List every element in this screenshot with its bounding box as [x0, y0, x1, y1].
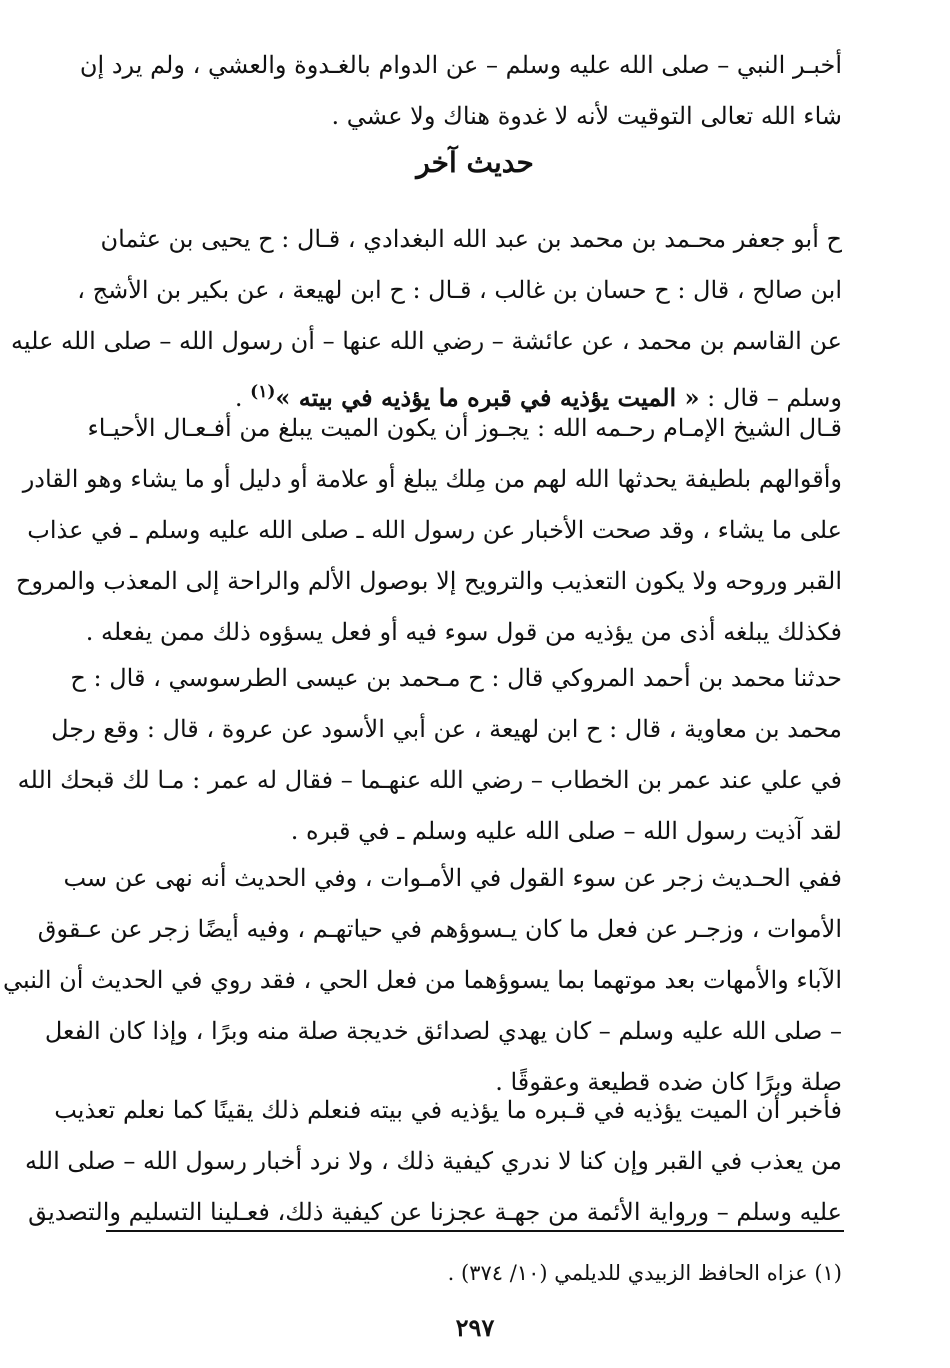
footnote-divider	[106, 1230, 844, 1232]
text-line: لقد آذيت رسول الله – صلى الله عليه وسلم ـ في قبره .	[290, 817, 842, 845]
text-line: – صلى الله عليه وسلم – كان يهدي لصدائق خديجة صلة منه وبرًا ، وإذا كان الفعل	[44, 1017, 842, 1045]
text-line: حدثنا محمد بن أحمد المروكي قال : ح مـحمد بن عيسى الطرسوسي ، قال : ح	[70, 664, 842, 692]
page-number: ٢٩٧	[455, 1313, 495, 1342]
text-line: في علي عند عمر بن الخطاب – رضي الله عنهـما – فقال له عمر : مـا لك قبحك الله	[17, 766, 842, 794]
text-line: الأموات ، وزجـر عن فعل ما كان يـسوؤهم في حياتهـم ، وفيه أيضًا زجر عن عـقوق	[37, 915, 842, 943]
paragraph-second-narration	[17, 653, 842, 857]
text-line: الآباء والأمهات بعد موتهما بما يسوؤهما من فعل الحي ، فقد روي في الحديث أن النبي	[3, 966, 842, 994]
text-line: عليه وسلم – ورواية الأئمة من جهـة عجزنا عن كيفية ذلك، فعـلينا التسليم والتصديق	[28, 1198, 842, 1226]
text-line: قـال الشيخ الإمـام رحـمه الله : يجـوز أن يكون الميت يبلغ من أفـعـال الأحيـاء	[87, 414, 842, 442]
paragraph-intro	[79, 40, 842, 142]
hadith-quote: « الميت يؤذيه في قبره ما يؤذيه في بيته »	[275, 383, 700, 412]
text-line: فأخبر أن الميت يؤذيه في قـبره ما يؤذيه في بيته فنعلم ذلك يقينًا كما نعلم تعذيب	[54, 1096, 842, 1124]
text-line: ابن صالح ، قال : ح حسان بن غالب ، قـال : ح ابن لهيعة ، عن بكير بن الأشج ،	[77, 276, 842, 304]
paragraph-lessons	[3, 853, 842, 1108]
line-suffix: .	[234, 384, 251, 412]
text-line: صلة وبرًا كان ضده قطيعة وعقوقًا .	[495, 1068, 842, 1096]
text-line: ح أبو جعفر محـمد بن محمد بن عبد الله البغدادي ، قـال : ح يحيى بن عثمان	[100, 225, 842, 253]
text-line: محمد بن معاوية ، قال : ح ابن لهيعة ، عن أبي الأسود عن عروة ، قال : وقع رجل	[51, 715, 842, 743]
text-line: فكذلك يبلغه أذى من يؤذيه من قول سوء فيه أو فعل يسؤوه ذلك ممن يفعله .	[85, 618, 842, 646]
line-prefix: وسلم – قال :	[699, 384, 842, 412]
paragraph-conclusion	[24, 1085, 842, 1238]
text-line: القبر وروحه ولا يكون التعذيب والترويح إلا بوصول الألم والراحة إلى المعذب والمروح	[15, 567, 842, 595]
text-line: من يعذب في القبر وإن كنا لا ندري كيفية ذلك ، ولا نرد أخبار رسول الله – صلى الله	[24, 1147, 842, 1175]
text-line: عن القاسم بن محمد ، عن عائشة – رضي الله عنها – أن رسول الله – صلى الله عليه	[11, 327, 842, 355]
text-line: ففي الحـديث زجر عن سوء القول في الأمـوات ، وفي الحديث أنه نهى عن سب	[63, 864, 842, 892]
text-line: وأقوالهم بلطيفة يحدثها الله لهم من مِلك يبلغ أو علامة أو دليل أو ما يشاء وهو القادر	[22, 465, 842, 493]
text-line: أخبـر النبي – صلى الله عليه وسلم – عن الدوام بالغـدوة والعشي ، ولم يرد إن	[79, 51, 842, 79]
footnote: (١) عزاه الحافظ الزبيدي للديلمي (١٠/ ٣٧٤) .	[447, 1261, 842, 1285]
text-line: على ما يشاء ، وقد صحت الأخبار عن رسول الله ـ صلى الله عليه وسلم ـ في عذاب	[27, 516, 842, 544]
paragraph-commentary	[15, 403, 842, 658]
footnote-reference: (١)	[250, 382, 276, 402]
paragraph-hadith-isnad	[11, 214, 842, 424]
section-heading: حديث آخر	[416, 146, 534, 179]
text-line: شاء الله تعالى التوقيت لأنه لا غدوة هناك ولا عشي .	[331, 102, 842, 130]
